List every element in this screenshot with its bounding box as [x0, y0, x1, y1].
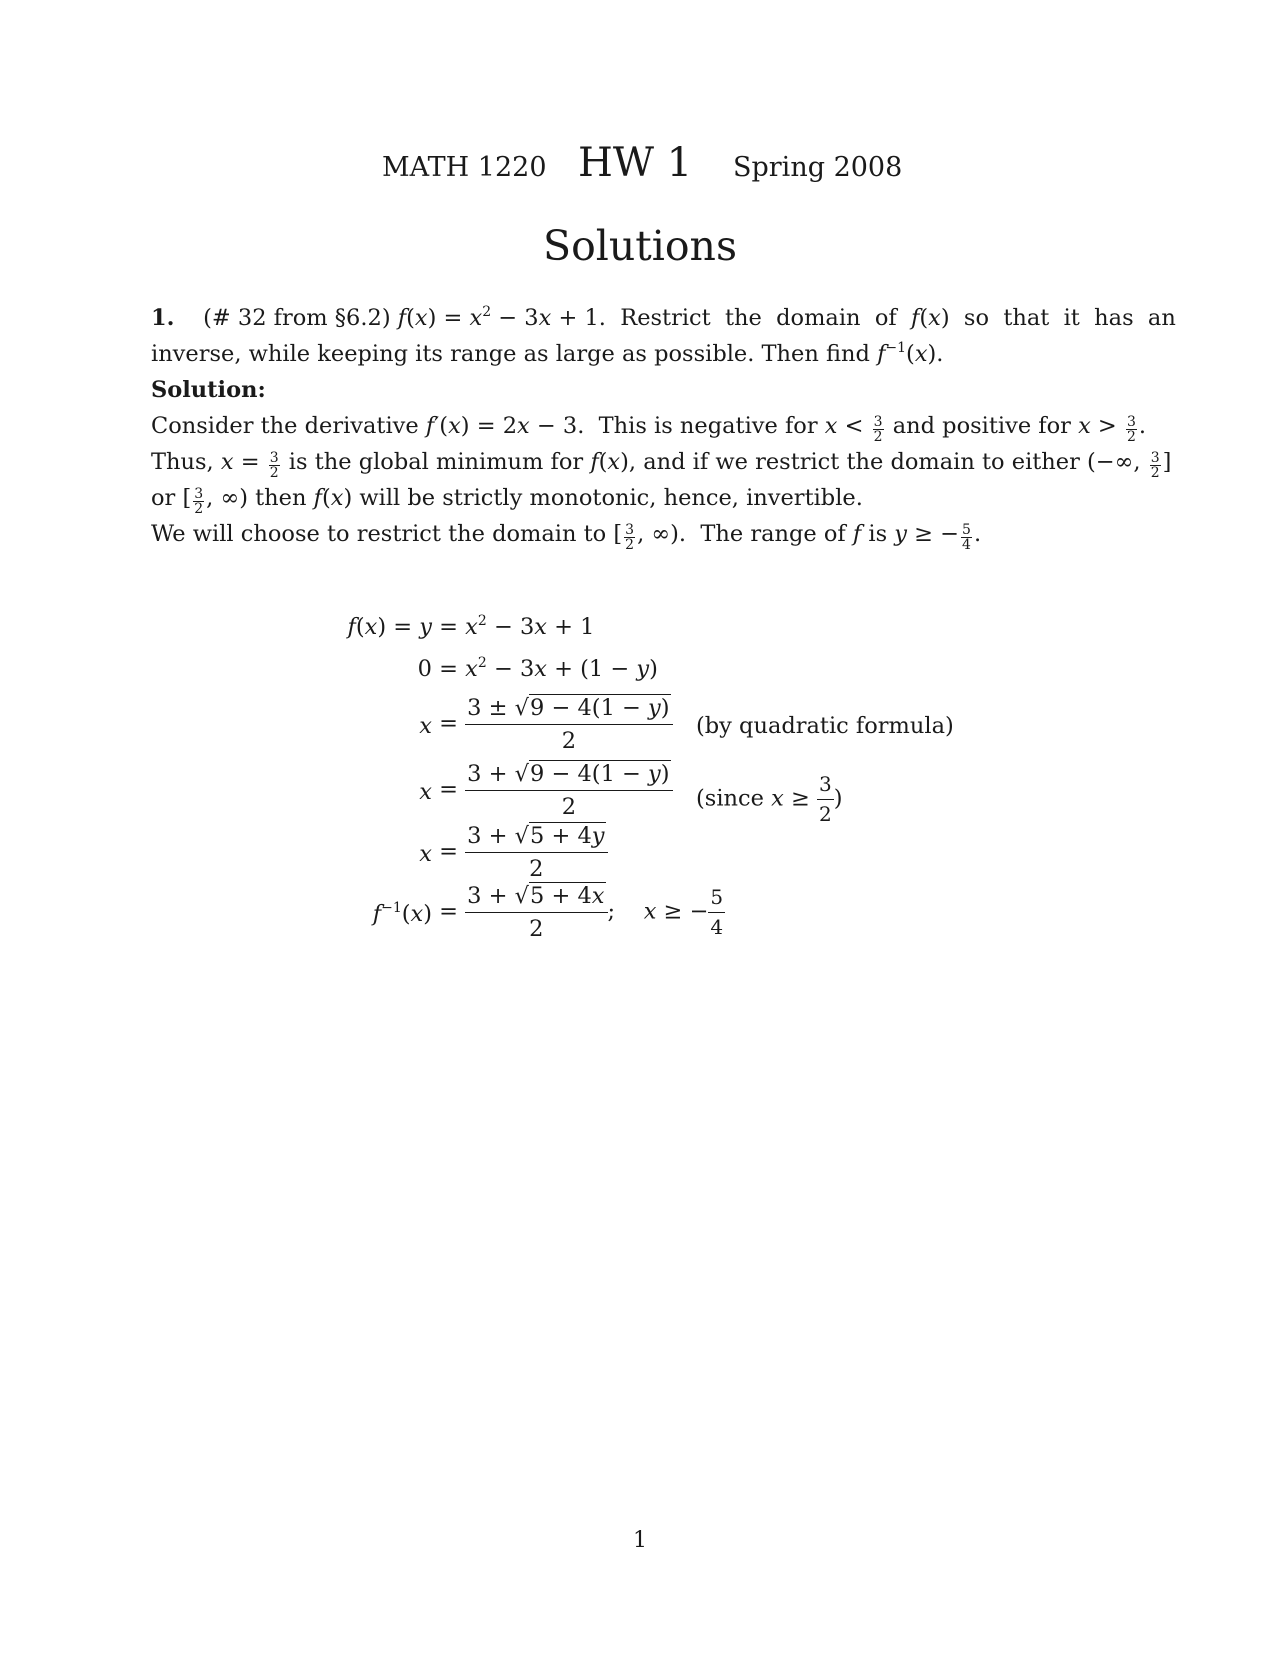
derivation-row-1-rhs: = $x^2 - 3x + 1$: [432, 613, 595, 640]
derivation-row-3-lhs: x: [419, 713, 432, 739]
derivation-row-6-rhs: = $\frac{3 + √5 + 4x}{2}$ ; x ≥ − $\frac{5}{4}$: [432, 883, 724, 943]
term-name: Spring 2008: [733, 152, 903, 183]
assignment-name: HW 1: [578, 140, 693, 186]
page-number: 1: [633, 1528, 647, 1553]
solution-line-4: We will choose to restrict the domain to [ $\frac{3}{2}$ , ∞). The range of f is y ≥ − $\frac{5}{4}$ .: [151, 521, 982, 553]
course-name: MATH 1220: [382, 152, 547, 183]
derivation-row-4: [320, 760, 980, 826]
derivation-row-5-lhs: x: [419, 841, 432, 867]
problem-number: 1.: [151, 305, 175, 331]
derivation-row-5: [320, 822, 980, 882]
derivation-row-4-lhs: x: [419, 779, 432, 805]
derivation-row-6-lhs: $f^{-1}(x)$: [372, 900, 432, 927]
solution-label: Solution:: [151, 377, 266, 403]
derivation-row-5-rhs: = $\frac{3 + √5 + 4y}{2}$: [432, 822, 608, 883]
derivation-row-2-lhs: 0: [417, 656, 432, 682]
derivation-row-4-note: (since x ≥ $\frac{3}{2}$ ): [696, 772, 843, 826]
derivation-row-3-rhs: = $\frac{3 \pm √9 - 4(1 - y)}{2}$: [432, 694, 673, 755]
solution-line-3: or [ $\frac{3}{2}$ , ∞) then f(x) will be strictly monotonic, hence, invertible.: [151, 485, 863, 517]
derivation-row-1-lhs: f(x) = y: [347, 614, 432, 640]
solution-line-2: Thus, x = $\frac{3}{2}$ is the global minimum for f(x), and if we restrict the domain to either (−∞, $\frac{3}{2}$ ]: [151, 449, 1172, 481]
problem-statement-line-2: inverse, while keeping its range as large as possible. Then find $f^{-1}(x)$.: [151, 340, 944, 367]
derivation-row-2-rhs: = $x^2 - 3x + (1 - y)$: [432, 655, 658, 682]
problem-statement-line-1: 1. (# 32 from §6.2) $f(x) = x^2 - 3x + 1$. Restrict the domain of f(x) so that it has an: [151, 304, 1176, 331]
page-title: Solutions: [542, 222, 737, 270]
inverse-derivation: [320, 610, 980, 942]
derivation-row-2: [320, 652, 980, 694]
derivation-row-4-rhs: = $\frac{3 + √9 - 4(1 - y)}{2}$: [432, 760, 673, 821]
derivation-row-3: [320, 694, 980, 760]
solution-line-1: Consider the derivative f′(x) = 2x − 3. This is negative for x < $\frac{3}{2}$ and positive for x > $\frac{3}{2}$ .: [151, 413, 1147, 445]
derivation-row-3-note: (by quadratic formula): [696, 713, 954, 739]
derivation-row-6: [320, 882, 980, 942]
problem-1: [151, 300, 1176, 553]
derivation-row-1: [320, 610, 980, 652]
document-header: [0, 140, 1280, 200]
